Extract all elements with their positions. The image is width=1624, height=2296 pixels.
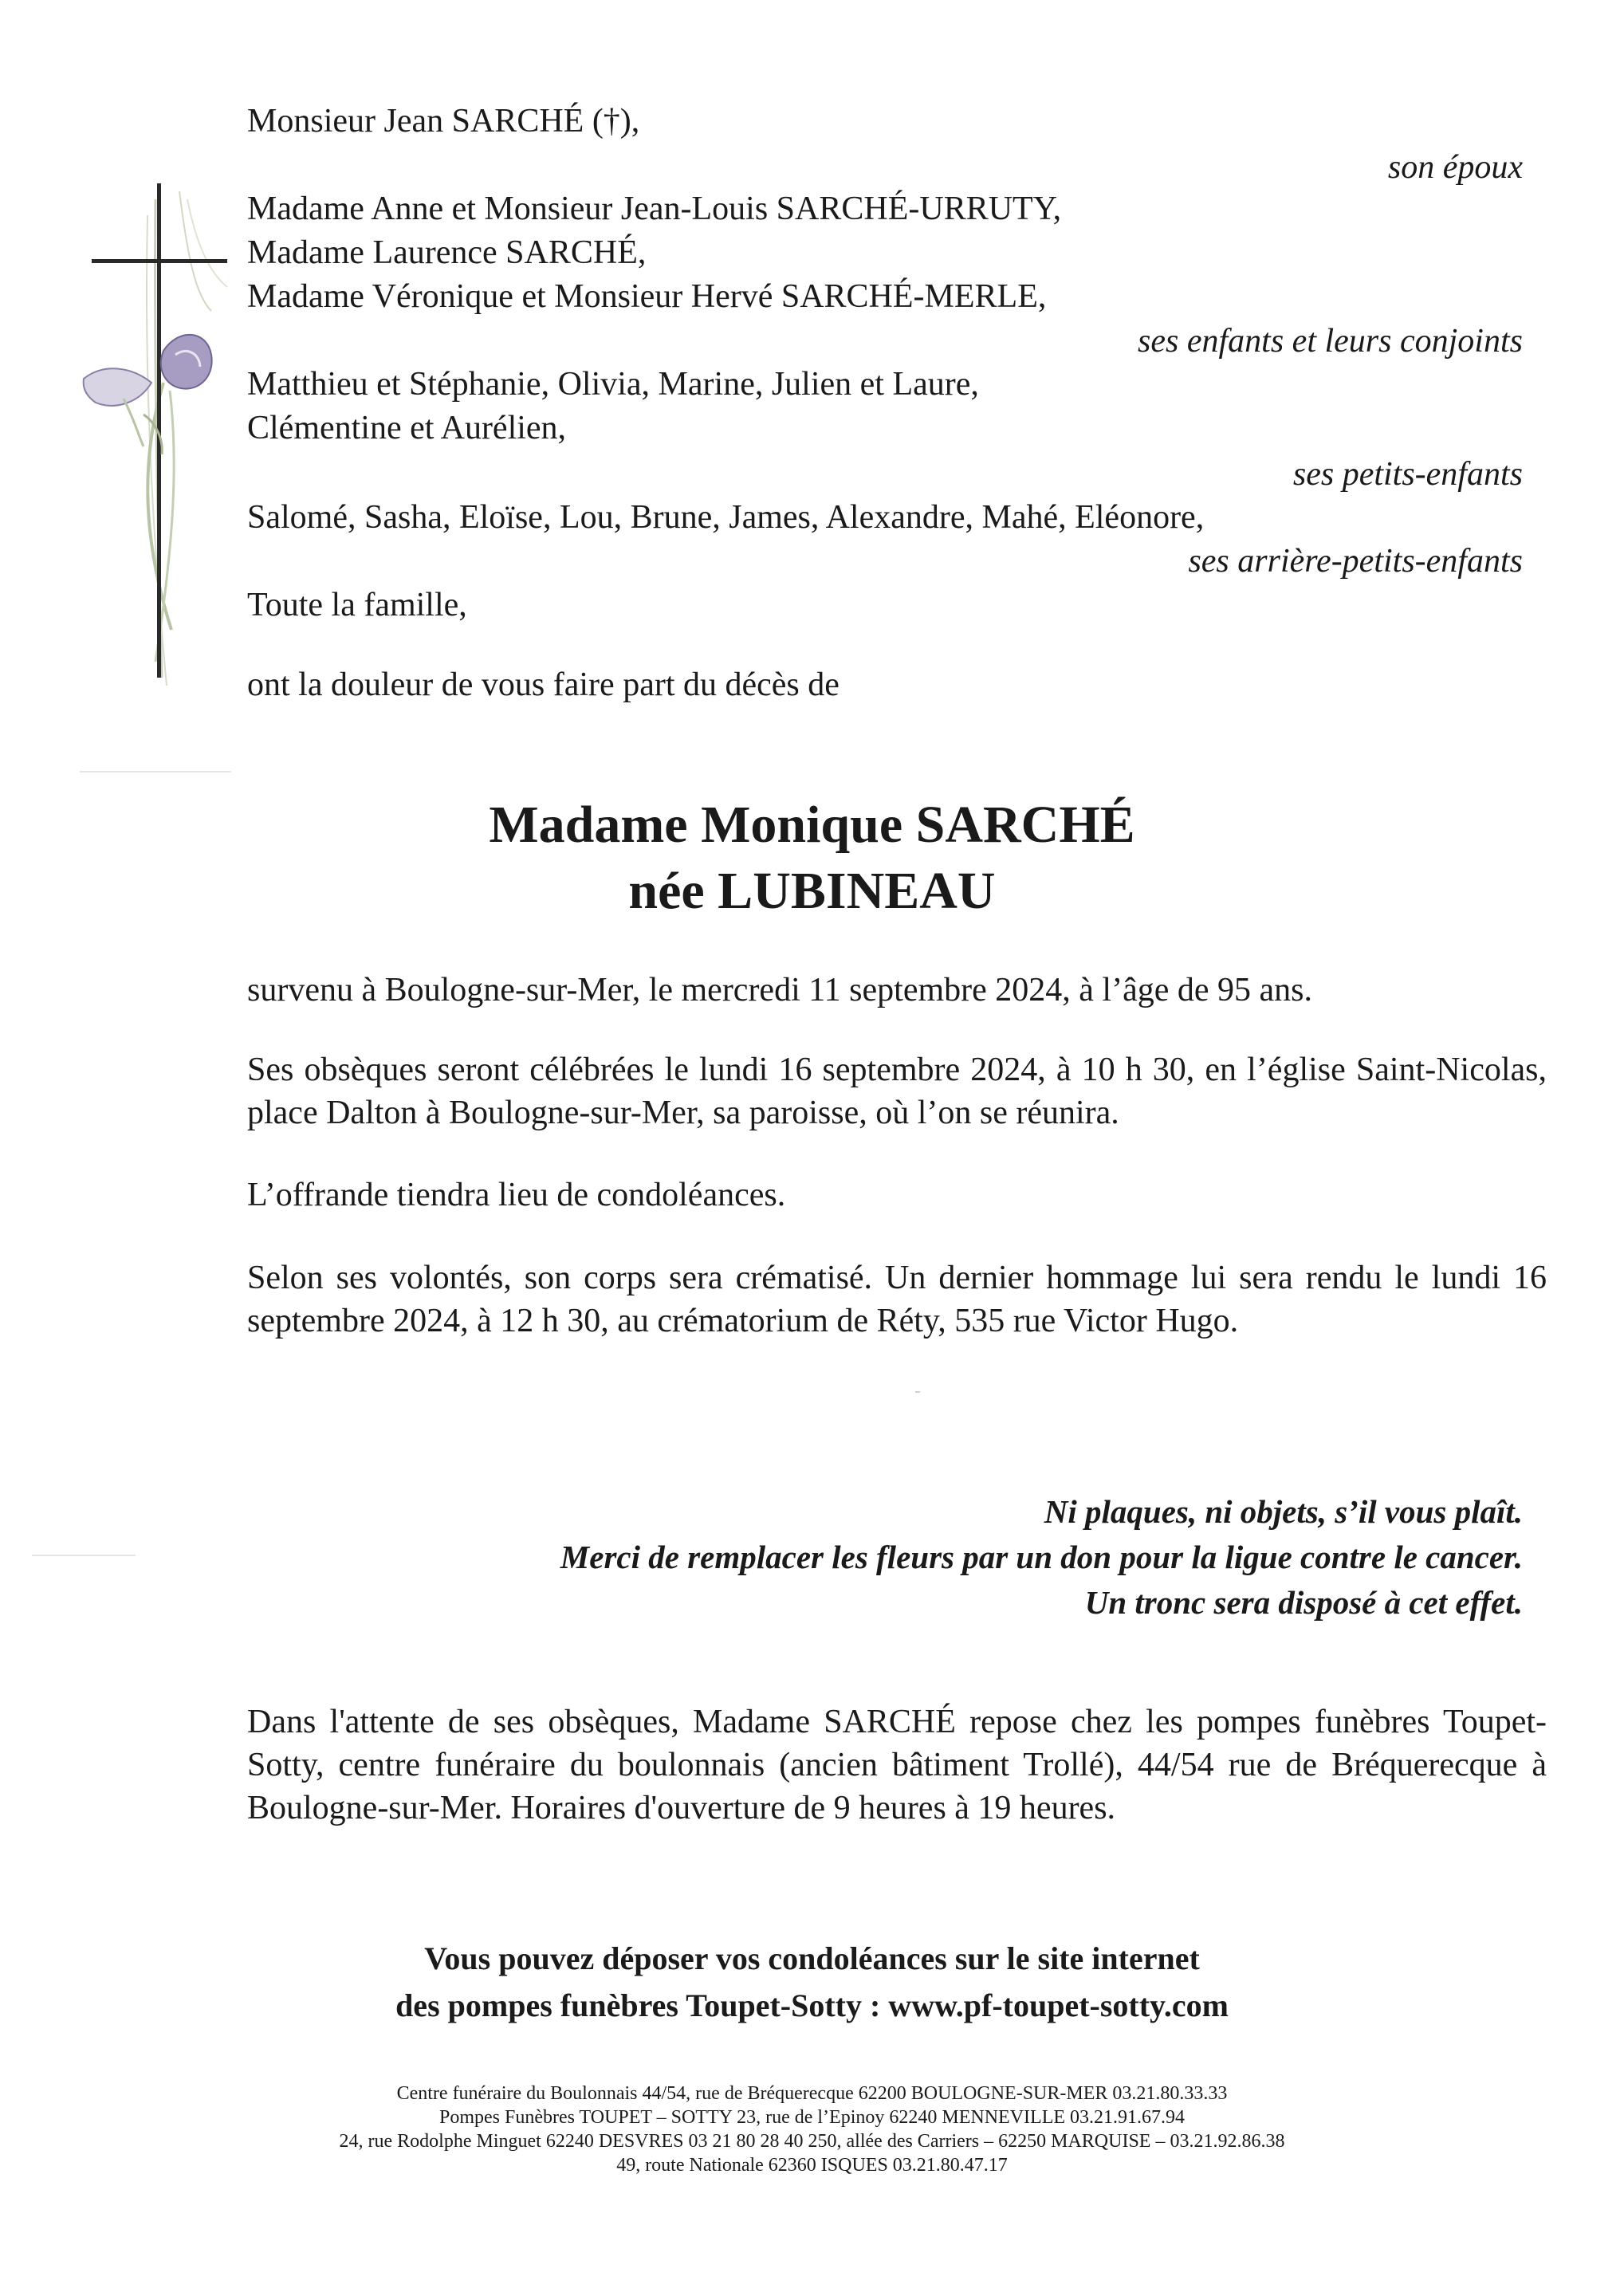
- family-line-grandchildren-1: Matthieu et Stéphanie, Olivia, Marine, Julien et Laure,: [247, 366, 979, 403]
- family-line-whole-family: Toute la famille,: [247, 587, 467, 623]
- viewing-details: Dans l'attente de ses obsèques, Madame SARCHÉ repose chez les pompes funèbres Toupet-Sotty, centre funéraire du boulonnais (ancien bâtiment Trollé), 44/54 rue de Bréquerecque à Boulogne-sur-Mer. Horaires d'ouverture de 9 heures à 19 heures.: [247, 1704, 1547, 1826]
- family-line-child-2: Madame Laurence SARCHÉ,: [247, 234, 647, 271]
- request-collection-box: Un tronc sera disposé à cet effet.: [1084, 1584, 1523, 1621]
- cross-with-lily-icon: [68, 183, 251, 694]
- death-details: survenu à Boulogne-sur-Mer, le mercredi 11 septembre 2024, à l’âge de 95 ans.: [247, 972, 1312, 1008]
- deceased-name: Madame Monique SARCHÉ: [489, 796, 1135, 854]
- cremation-details: Selon ses volontés, son corps sera crématisé. Un dernier hommage lui sera rendu le lundi 16 septembre 2024, à 12 h 30, au crématorium de Réty, 535 rue Victor Hugo.: [247, 1260, 1547, 1339]
- scan-mark: [32, 1555, 136, 1556]
- funeral-details: Ses obsèques seront célébrées le lundi 16 septembre 2024, à 10 h 30, en l’église Saint-Nicolas, place Dalton à Boulogne-sur-Mer, sa paroisse, où l’on se réunira.: [247, 1052, 1547, 1131]
- family-line-child-1: Madame Anne et Monsieur Jean-Louis SARCHÉ-URRUTY,: [247, 191, 1062, 227]
- family-line-grandchildren-2: Clémentine et Aurélien,: [247, 410, 567, 446]
- footer-line-1: Centre funéraire du Boulonnais 44/54, rue de Bréquerecque 62200 BOULOGNE-SUR-MER 03.21.80.33.33: [396, 2083, 1228, 2104]
- request-donation: Merci de remplacer les fleurs par un don pour la ligue contre le cancer.: [560, 1539, 1523, 1575]
- announcement-line: ont la douleur de vous faire part du décès de: [247, 666, 840, 703]
- footer-line-4: 49, route Nationale 62360 ISQUES 03.21.80.47.17: [616, 2155, 1008, 2176]
- family-line-husband: Monsieur Jean SARCHÉ (†),: [247, 103, 640, 140]
- scan-mark: [915, 1391, 920, 1393]
- role-grandchildren: ses petits-enfants: [1292, 456, 1523, 493]
- family-line-great-grandchildren: Salomé, Sasha, Eloïse, Lou, Brune, James, Alexandre, Mahé, Eléonore,: [247, 499, 1205, 536]
- role-husband: son époux: [1387, 149, 1523, 186]
- condolences-website-line-1: Vous pouvez déposer vos condoléances sur le site internet: [424, 1940, 1200, 1976]
- request-no-plaques: Ni plaques, ni objets, s’il vous plaît.: [1044, 1493, 1523, 1530]
- scan-mark: [80, 771, 231, 773]
- role-children: ses enfants et leurs conjoints: [1138, 323, 1523, 360]
- offering-note: L’offrande tiendra lieu de condoléances.: [247, 1177, 786, 1213]
- deceased-maiden-name: née LUBINEAU: [628, 862, 996, 920]
- role-great-grandchildren: ses arrière-petits-enfants: [1188, 543, 1523, 580]
- footer-line-2: Pompes Funèbres TOUPET – SOTTY 23, rue de l’Epinoy 62240 MENNEVILLE 03.21.91.67.94: [438, 2107, 1186, 2128]
- condolences-website-line-2: des pompes funèbres Toupet-Sotty : www.pf-toupet-sotty.com: [395, 1987, 1229, 2023]
- footer-line-3: 24, rue Rodolphe Minguet 62240 DESVRES 03 21 80 28 40 250, allée des Carriers – 62250 MARQUISE – 03.21.92.86.38: [339, 2131, 1285, 2152]
- family-line-child-3: Madame Véronique et Monsieur Hervé SARCHÉ-MERLE,: [247, 278, 1047, 315]
